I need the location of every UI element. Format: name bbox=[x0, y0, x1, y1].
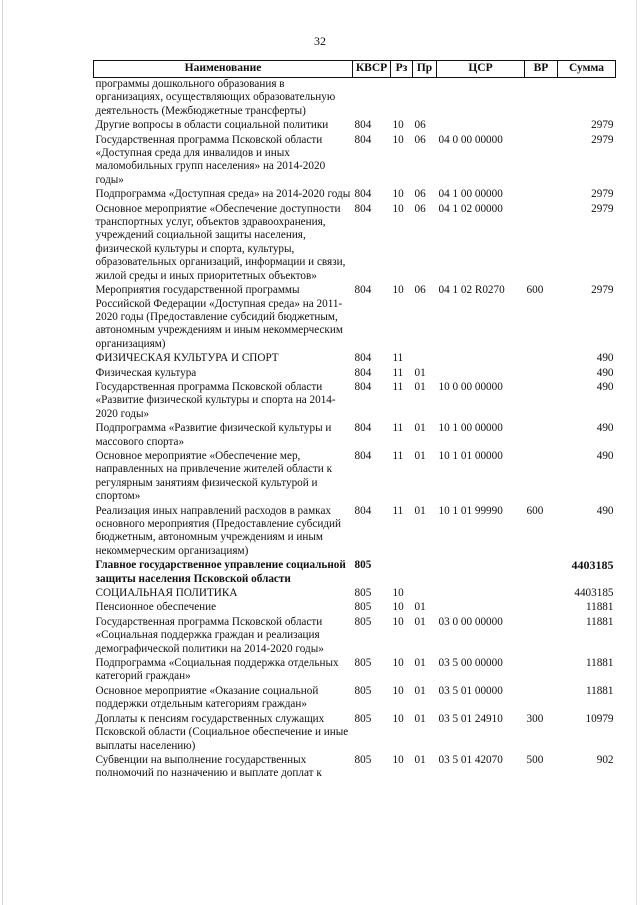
cell-csr bbox=[437, 367, 525, 381]
cell-kvsr: 805 bbox=[354, 587, 372, 600]
table-row bbox=[94, 119, 616, 133]
cell-rz: 11 bbox=[392, 380, 404, 393]
cell-pr: 06 bbox=[414, 119, 426, 132]
cell-csr: 10 1 01 00000 bbox=[438, 449, 503, 462]
cell-sum: 902 bbox=[596, 753, 614, 766]
table-row bbox=[94, 601, 616, 615]
cell-csr: 03 5 01 00000 bbox=[438, 684, 503, 697]
table-row bbox=[94, 713, 616, 754]
cell-rz: 10 bbox=[392, 657, 404, 670]
scan-edge-right bbox=[636, 0, 637, 905]
cell-kvsr: 804 bbox=[354, 119, 372, 132]
cell-kvsr: 805 bbox=[354, 657, 372, 670]
scan-edge-left bbox=[2, 0, 3, 905]
cell-name: Главное государственное управление социальной защиты населения Псковской области bbox=[95, 559, 346, 585]
cell-name: Государственная программа Псковской области «Развитие физической культуры и спорта на 2014-2020 годы» bbox=[95, 380, 336, 420]
cell-name: Реализация иных направлений расходов в рамках основного мероприятия (Предоставление субсидий бюджетным, автономным учреждениям и иным некоммерческим организациям) bbox=[95, 504, 341, 557]
cell-vr: 300 bbox=[526, 712, 544, 725]
cell-pr: 01 bbox=[414, 380, 426, 393]
cell-rz: 10 bbox=[392, 587, 404, 600]
table-row bbox=[94, 559, 616, 587]
cell-csr bbox=[437, 119, 525, 133]
cell-kvsr: 805 bbox=[354, 559, 372, 572]
budget-table bbox=[93, 60, 616, 782]
cell-pr bbox=[413, 78, 437, 120]
cell-rz: 10 bbox=[392, 188, 404, 201]
cell-kvsr: 804 bbox=[354, 366, 372, 379]
cell-kvsr: 804 bbox=[354, 188, 372, 201]
cell-name: Пенсионное обеспечение bbox=[95, 601, 217, 614]
cell-sum: 490 bbox=[596, 422, 614, 435]
header-name: Наименование bbox=[94, 61, 353, 78]
cell-sum: 11881 bbox=[585, 601, 614, 614]
cell-sum: 2979 bbox=[591, 188, 614, 201]
table-row bbox=[94, 381, 616, 422]
cell-sum: 11881 bbox=[585, 615, 614, 628]
header-pr: Пр bbox=[413, 61, 437, 78]
cell-sum: 490 bbox=[596, 366, 614, 379]
cell-csr: 03 5 01 42070 bbox=[438, 753, 503, 766]
cell-rz: 11 bbox=[392, 366, 404, 379]
cell-rz bbox=[391, 559, 413, 587]
cell-csr: 03 5 01 24910 bbox=[438, 712, 503, 725]
cell-sum: 10979 bbox=[585, 712, 614, 725]
cell-vr bbox=[525, 685, 558, 713]
cell-pr: 01 bbox=[414, 366, 426, 379]
cell-kvsr: 805 bbox=[354, 753, 372, 766]
cell-sum: 4403185 bbox=[571, 558, 614, 573]
cell-csr bbox=[437, 601, 525, 615]
cell-vr bbox=[525, 601, 558, 615]
cell-rz: 11 bbox=[392, 422, 404, 435]
cell-pr bbox=[413, 559, 437, 587]
table-row bbox=[94, 505, 616, 560]
cell-pr: 01 bbox=[414, 504, 426, 517]
cell-sum bbox=[558, 78, 616, 120]
cell-rz: 11 bbox=[392, 504, 404, 517]
cell-pr: 01 bbox=[414, 422, 426, 435]
table-row bbox=[94, 587, 616, 601]
cell-sum: 4403185 bbox=[574, 587, 614, 600]
cell-pr: 01 bbox=[414, 615, 426, 628]
table-row bbox=[94, 78, 616, 120]
cell-rz: 10 bbox=[392, 202, 404, 215]
cell-vr bbox=[525, 587, 558, 601]
header-vr: ВР bbox=[525, 61, 558, 78]
cell-vr bbox=[525, 657, 558, 685]
table-row bbox=[94, 616, 616, 657]
cell-csr bbox=[437, 559, 525, 587]
cell-rz: 10 bbox=[392, 133, 404, 146]
table-row bbox=[94, 134, 616, 189]
cell-csr: 03 5 00 00000 bbox=[438, 657, 503, 670]
page-number: 32 bbox=[314, 34, 326, 48]
cell-vr bbox=[525, 381, 558, 422]
cell-name: Государственная программа Псковской области «Доступная среда для инвалидов и иных маломобильных групп населения» на 2014-2020 годы» bbox=[95, 133, 326, 186]
cell-csr bbox=[437, 587, 525, 601]
cell-pr bbox=[413, 587, 437, 601]
cell-vr: 600 bbox=[526, 504, 544, 517]
cell-name: Подпрограмма «Развитие физической культуры и массового спорта» bbox=[95, 422, 332, 448]
table-row bbox=[94, 367, 616, 381]
cell-vr bbox=[525, 367, 558, 381]
cell-kvsr: 804 bbox=[354, 422, 372, 435]
table-row bbox=[94, 352, 616, 366]
cell-sum: 490 bbox=[596, 352, 614, 365]
cell-kvsr: 804 bbox=[354, 202, 372, 215]
cell-name: Субвенции на выполнение государственных полномочий по назначению и выплате доплат к bbox=[95, 753, 322, 780]
table-body bbox=[94, 78, 616, 782]
cell-name: Другие вопросы в области социальной политики bbox=[95, 119, 329, 132]
cell-pr: 06 bbox=[414, 188, 426, 201]
cell-csr bbox=[437, 78, 525, 120]
cell-name: Государственная программа Псковской области «Социальная поддержка граждан и реализация демографической политики на 2014-2020 годы» bbox=[95, 615, 324, 655]
cell-sum: 490 bbox=[596, 380, 614, 393]
cell-name: СОЦИАЛЬНАЯ ПОЛИТИКА bbox=[95, 587, 238, 600]
cell-csr: 04 0 00 00000 bbox=[438, 133, 503, 146]
cell-kvsr: 804 bbox=[354, 284, 372, 297]
cell-csr: 10 1 01 99990 bbox=[438, 504, 503, 517]
cell-vr bbox=[525, 119, 558, 133]
cell-rz bbox=[391, 78, 413, 120]
table-row bbox=[94, 450, 616, 505]
cell-vr bbox=[525, 188, 558, 202]
cell-name: Основное мероприятие «Обеспечение мер, направленных на привлечение жителей области к регулярным занятиям физической культурой и спортом» bbox=[95, 449, 332, 503]
header-csr: ЦСР bbox=[437, 61, 525, 78]
cell-kvsr: 804 bbox=[354, 504, 372, 517]
cell-kvsr: 805 bbox=[354, 684, 372, 697]
cell-name: Основное мероприятие «Оказание социальной поддержки отдельным категориям граждан» bbox=[95, 684, 319, 711]
cell-pr: 06 bbox=[414, 202, 426, 215]
cell-name: Подпрограмма «Социальная поддержка отдельных категорий граждан» bbox=[95, 657, 339, 683]
cell-csr bbox=[437, 352, 525, 366]
table-row bbox=[94, 657, 616, 685]
cell-vr bbox=[525, 450, 558, 505]
cell-kvsr bbox=[353, 78, 391, 120]
cell-csr: 04 1 02 00000 bbox=[438, 202, 503, 215]
cell-pr: 01 bbox=[414, 657, 426, 670]
cell-sum: 2979 bbox=[591, 202, 614, 215]
cell-vr bbox=[525, 203, 558, 284]
cell-sum: 2979 bbox=[591, 133, 614, 146]
cell-name: Основное мероприятие «Обеспечение доступности транспортных услуг, объектов здравоохранения, учреждений социальной защиты населения, физической культуры и спорта, культуры, образовательных организаций, информации и связи, жилой среды и иных приоритетных объектов» bbox=[95, 202, 346, 282]
cell-vr bbox=[525, 134, 558, 189]
cell-pr: 01 bbox=[414, 684, 426, 697]
table-row bbox=[94, 284, 616, 352]
cell-rz: 10 bbox=[392, 119, 404, 132]
table-row bbox=[94, 188, 616, 202]
cell-kvsr: 804 bbox=[354, 352, 372, 365]
cell-csr: 03 0 00 00000 bbox=[438, 615, 503, 628]
cell-name: программы дошкольного образования в организациях, осуществляющих образовательную деятельность (Межбюджетные трансферты) bbox=[95, 78, 336, 117]
cell-kvsr: 805 bbox=[354, 601, 372, 614]
cell-vr bbox=[525, 559, 558, 587]
cell-vr: 500 bbox=[526, 753, 544, 766]
cell-sum: 11881 bbox=[585, 684, 614, 697]
cell-pr bbox=[413, 352, 437, 366]
cell-name: Мероприятия государственной программы Российской Федерации «Доступная среда» на 2011-2020 годы (Предоставление субсидий бюджетным, автономным учреждениям и иным некоммерческим организациям) bbox=[95, 284, 343, 350]
table-row bbox=[94, 754, 616, 782]
cell-rz: 10 bbox=[392, 284, 404, 297]
cell-name: Подпрограмма «Доступная среда» на 2014-2020 годы bbox=[95, 188, 351, 201]
cell-pr: 01 bbox=[414, 753, 426, 766]
cell-sum: 2979 bbox=[591, 284, 614, 297]
cell-vr bbox=[525, 78, 558, 120]
cell-vr bbox=[525, 616, 558, 657]
cell-rz: 11 bbox=[392, 352, 404, 365]
table-header-row bbox=[94, 61, 616, 78]
cell-pr: 01 bbox=[414, 449, 426, 462]
header-sum: Сумма bbox=[558, 61, 616, 78]
cell-kvsr: 805 bbox=[354, 712, 372, 725]
table-row bbox=[94, 422, 616, 450]
cell-pr: 01 bbox=[414, 601, 426, 614]
cell-kvsr: 805 bbox=[354, 615, 372, 628]
cell-kvsr: 804 bbox=[354, 133, 372, 146]
cell-vr bbox=[525, 422, 558, 450]
cell-rz: 10 bbox=[392, 712, 404, 725]
cell-kvsr: 804 bbox=[354, 380, 372, 393]
cell-rz: 10 bbox=[392, 753, 404, 766]
cell-rz: 10 bbox=[392, 684, 404, 697]
cell-kvsr: 804 bbox=[354, 449, 372, 462]
cell-vr: 600 bbox=[526, 284, 544, 297]
cell-name: Доплаты к пенсиям государственных служащих Псковской области (Социальное обеспечение и иные выплаты населению) bbox=[95, 712, 349, 752]
cell-sum: 2979 bbox=[591, 119, 614, 132]
cell-sum: 490 bbox=[596, 449, 614, 462]
table-row bbox=[94, 685, 616, 713]
cell-rz: 11 bbox=[392, 449, 404, 462]
header-rz: Рз bbox=[391, 61, 413, 78]
header-kvsr: КВСР bbox=[353, 61, 391, 78]
cell-pr: 06 bbox=[414, 284, 426, 297]
cell-sum: 490 bbox=[596, 504, 614, 517]
cell-vr bbox=[525, 352, 558, 366]
cell-rz: 10 bbox=[392, 615, 404, 628]
cell-csr: 04 1 02 R0270 bbox=[438, 284, 505, 297]
cell-pr: 01 bbox=[414, 712, 426, 725]
cell-sum: 11881 bbox=[585, 657, 614, 670]
cell-pr: 06 bbox=[414, 133, 426, 146]
cell-csr: 10 0 00 00000 bbox=[438, 380, 503, 393]
cell-name: ФИЗИЧЕСКАЯ КУЛЬТУРА И СПОРТ bbox=[95, 352, 279, 365]
cell-csr: 10 1 00 00000 bbox=[438, 422, 503, 435]
cell-rz: 10 bbox=[392, 601, 404, 614]
cell-name: Физическая культура bbox=[95, 366, 197, 379]
cell-csr: 04 1 00 00000 bbox=[438, 188, 503, 201]
table-row bbox=[94, 203, 616, 284]
